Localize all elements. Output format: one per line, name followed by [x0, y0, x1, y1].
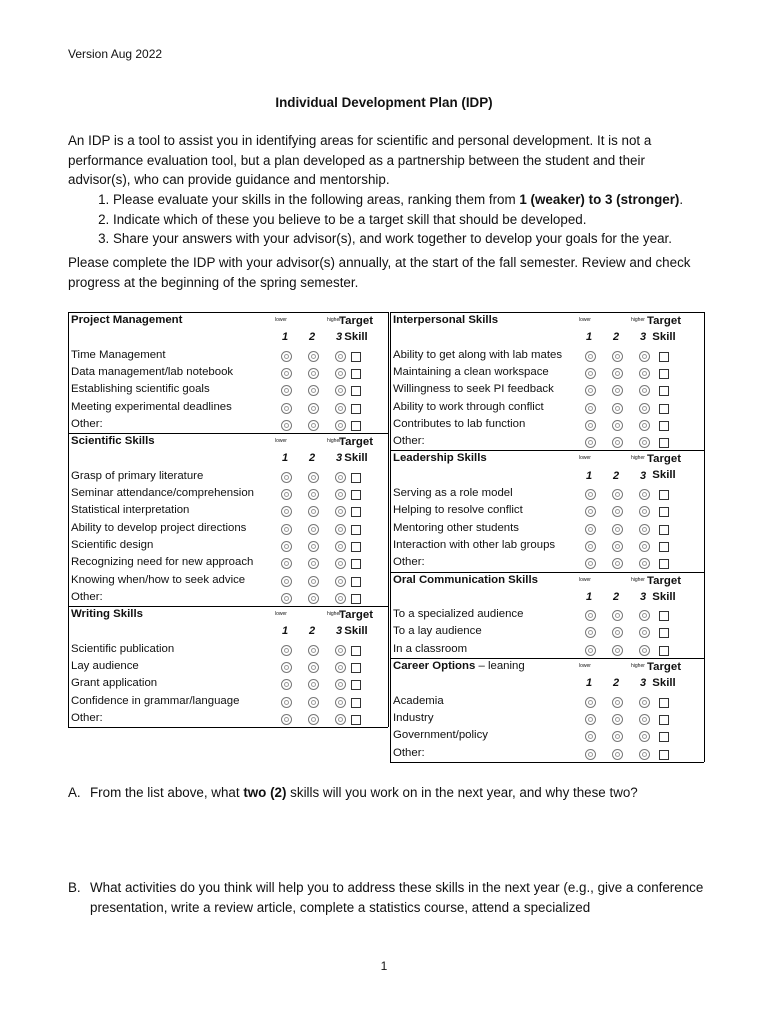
- rating-3-radio[interactable]: [639, 749, 650, 760]
- rating-1-radio[interactable]: [281, 403, 292, 414]
- lower-label: lower: [275, 438, 287, 445]
- rating-2-radio[interactable]: [308, 662, 319, 673]
- rating-2-radio[interactable]: [308, 679, 319, 690]
- skill-label: Government/policy: [393, 729, 488, 742]
- scale-2-label: 2: [309, 331, 316, 344]
- skill-label: Grant application: [71, 677, 158, 690]
- section-divider: [68, 312, 388, 313]
- scale-3-label: 3: [336, 331, 343, 344]
- target-skill-checkbox[interactable]: [659, 732, 669, 742]
- rating-2-radio[interactable]: [612, 645, 623, 656]
- target-skill-checkbox[interactable]: [351, 352, 361, 362]
- rating-1-radio[interactable]: [281, 593, 292, 604]
- rating-2-radio[interactable]: [612, 385, 623, 396]
- rating-3-radio[interactable]: [639, 610, 650, 621]
- scale-3-label: 3: [336, 625, 343, 638]
- higher-label: higher: [631, 455, 645, 462]
- skill-label: Other:: [393, 746, 425, 759]
- target-skill-checkbox[interactable]: [351, 715, 361, 725]
- rating-3-radio[interactable]: [335, 593, 346, 604]
- skill-label: To a lay audience: [393, 625, 482, 638]
- rating-2-radio[interactable]: [612, 437, 623, 448]
- skill-label: Other:: [71, 590, 103, 603]
- target-skill-header: Target Skill: [339, 436, 373, 465]
- rating-2-radio[interactable]: [612, 351, 623, 362]
- rating-2-radio[interactable]: [308, 506, 319, 517]
- target-skill-checkbox[interactable]: [351, 525, 361, 535]
- rating-2-radio[interactable]: [612, 420, 623, 431]
- skill-label: Willingness to seek PI feedback: [393, 383, 554, 396]
- rating-2-radio[interactable]: [612, 749, 623, 760]
- rating-1-radio[interactable]: [281, 541, 292, 552]
- rating-2-radio[interactable]: [612, 610, 623, 621]
- target-skill-checkbox[interactable]: [659, 628, 669, 638]
- skill-label: Grasp of primary literature: [71, 469, 204, 482]
- rating-2-radio[interactable]: [308, 420, 319, 431]
- target-skill-checkbox[interactable]: [351, 386, 361, 396]
- rating-2-radio[interactable]: [612, 714, 623, 725]
- rating-3-radio[interactable]: [639, 489, 650, 500]
- target-skill-checkbox[interactable]: [659, 404, 669, 414]
- rating-1-radio[interactable]: [585, 749, 596, 760]
- rating-3-radio[interactable]: [335, 506, 346, 517]
- rating-1-radio[interactable]: [281, 506, 292, 517]
- lower-label: lower: [579, 317, 591, 323]
- rating-3-radio[interactable]: [335, 489, 346, 500]
- rating-2-radio[interactable]: [308, 472, 319, 483]
- skill-label: Industry: [393, 711, 434, 724]
- lower-label: lower: [579, 576, 591, 583]
- target-skill-header: Target Skill: [647, 574, 681, 603]
- skill-label: To a specialized audience: [393, 608, 524, 621]
- rating-2-radio[interactable]: [308, 541, 319, 552]
- target-skill-checkbox[interactable]: [659, 750, 669, 760]
- rating-3-radio[interactable]: [639, 731, 650, 742]
- skill-label: Other:: [71, 711, 103, 724]
- rating-3-radio[interactable]: [335, 714, 346, 725]
- question-a: A. From the list above, what two (2) skills will you work on in the next year, and why these two?: [68, 785, 638, 800]
- target-skill-checkbox[interactable]: [659, 698, 669, 708]
- rating-3-radio[interactable]: [639, 368, 650, 379]
- section-title: Writing Skills: [71, 608, 143, 621]
- rating-1-radio[interactable]: [585, 558, 596, 569]
- target-skill-checkbox[interactable]: [351, 507, 361, 517]
- rating-1-radio[interactable]: [281, 385, 292, 396]
- skills-grid: [68, 312, 704, 763]
- skill-label: Other:: [71, 417, 103, 430]
- rating-3-radio[interactable]: [639, 645, 650, 656]
- rating-3-radio[interactable]: [335, 541, 346, 552]
- rating-1-radio[interactable]: [585, 420, 596, 431]
- rating-2-radio[interactable]: [308, 351, 319, 362]
- instruction-list: [68, 190, 753, 249]
- target-skill-checkbox[interactable]: [351, 369, 361, 379]
- target-skill-checkbox[interactable]: [351, 663, 361, 673]
- rating-1-radio[interactable]: [585, 541, 596, 552]
- rating-3-radio[interactable]: [639, 437, 650, 448]
- rating-1-radio[interactable]: [585, 489, 596, 500]
- skill-label: Other:: [393, 556, 425, 569]
- rating-1-radio[interactable]: [281, 472, 292, 483]
- rating-2-radio[interactable]: [612, 731, 623, 742]
- rating-1-radio[interactable]: [281, 679, 292, 690]
- rating-3-radio[interactable]: [639, 697, 650, 708]
- target-skill-checkbox[interactable]: [659, 646, 669, 656]
- rating-2-radio[interactable]: [612, 506, 623, 517]
- intro-paragraph: An IDP is a tool to assist you in identifying areas for scientific and personal development. It is not a performance evaluation tool, but a plan developed as a partnership between the student and their advisor(s), who can provide guidance and mentorship.: [68, 133, 652, 187]
- scale-1-label: 1: [282, 331, 289, 344]
- section-title: Leadership Skills: [393, 452, 487, 465]
- skill-label: In a classroom: [393, 642, 468, 655]
- rating-3-radio[interactable]: [335, 351, 346, 362]
- instruction-step-1: 1. Please evaluate your skills in the following areas, ranking them from 1 (weaker) to 3 (stronger).: [113, 190, 753, 210]
- rating-1-radio[interactable]: [585, 697, 596, 708]
- scale-2-label: 2: [613, 677, 620, 690]
- rating-3-radio[interactable]: [335, 576, 346, 587]
- target-skill-checkbox[interactable]: [659, 611, 669, 621]
- target-skill-header: Target Skill: [647, 315, 681, 343]
- rating-2-radio[interactable]: [308, 403, 319, 414]
- rating-3-radio[interactable]: [335, 662, 346, 673]
- rating-2-radio[interactable]: [612, 697, 623, 708]
- skill-label: Helping to resolve conflict: [393, 504, 523, 517]
- rating-1-radio[interactable]: [281, 351, 292, 362]
- rating-1-radio[interactable]: [585, 524, 596, 535]
- rating-2-radio[interactable]: [308, 645, 319, 656]
- skill-label: Maintaining a clean workspace: [393, 365, 549, 378]
- target-skill-checkbox[interactable]: [351, 542, 361, 552]
- target-skill-checkbox[interactable]: [659, 490, 669, 500]
- skill-label: Other:: [393, 435, 425, 448]
- rating-2-radio[interactable]: [308, 714, 319, 725]
- rating-3-radio[interactable]: [335, 403, 346, 414]
- rating-1-radio[interactable]: [281, 697, 292, 708]
- scale-1-label: 1: [586, 677, 593, 690]
- rating-3-radio[interactable]: [639, 403, 650, 414]
- rating-1-radio[interactable]: [585, 351, 596, 362]
- target-skill-checkbox[interactable]: [659, 352, 669, 362]
- rating-3-radio[interactable]: [639, 627, 650, 638]
- scale-1-label: 1: [282, 452, 289, 465]
- target-skill-checkbox[interactable]: [351, 490, 361, 500]
- target-skill-checkbox[interactable]: [351, 473, 361, 483]
- rating-2-radio[interactable]: [612, 558, 623, 569]
- rating-1-radio[interactable]: [281, 558, 292, 569]
- rating-1-radio[interactable]: [585, 731, 596, 742]
- target-skill-checkbox[interactable]: [659, 369, 669, 379]
- lower-label: lower: [275, 317, 287, 323]
- scale-3-label: 3: [640, 331, 647, 344]
- skill-label: Scientific design: [71, 538, 154, 551]
- section-title: Project Management: [71, 314, 183, 326]
- skill-label: Mentoring other students: [393, 521, 520, 534]
- rating-2-radio[interactable]: [308, 593, 319, 604]
- rating-3-radio[interactable]: [335, 524, 346, 535]
- rating-1-radio[interactable]: [585, 610, 596, 621]
- skill-label: Recognizing need for new approach: [71, 556, 254, 569]
- rating-2-radio[interactable]: [612, 403, 623, 414]
- target-skill-checkbox[interactable]: [351, 421, 361, 431]
- target-skill-header: Target Skill: [647, 661, 681, 689]
- section-title: Interpersonal Skills: [393, 314, 499, 326]
- target-skill-header: Target Skill: [339, 315, 373, 343]
- rating-2-radio[interactable]: [308, 368, 319, 379]
- rating-3-radio[interactable]: [335, 697, 346, 708]
- rating-3-radio[interactable]: [335, 645, 346, 656]
- lower-label: lower: [579, 663, 591, 669]
- rating-1-radio[interactable]: [281, 662, 292, 673]
- skill-label: Time Management: [71, 348, 166, 361]
- skill-label: Ability to work through conflict: [393, 400, 544, 413]
- target-skill-checkbox[interactable]: [351, 594, 361, 604]
- skill-label: Data management/lab notebook: [71, 365, 234, 378]
- skill-label: Lay audience: [71, 660, 139, 672]
- higher-label: higher: [327, 438, 341, 445]
- scale-1-label: 1: [586, 331, 593, 344]
- lower-label: lower: [275, 611, 287, 618]
- column-border: [388, 312, 389, 727]
- scale-1-label: 1: [282, 625, 289, 638]
- rating-1-radio[interactable]: [281, 645, 292, 656]
- section-divider: [390, 762, 704, 763]
- skill-label: Contributes to lab function: [393, 417, 526, 430]
- rating-2-radio[interactable]: [308, 697, 319, 708]
- higher-label: higher: [631, 317, 645, 323]
- skill-label: Scientific publication: [71, 642, 175, 655]
- rating-1-radio[interactable]: [585, 368, 596, 379]
- rating-3-radio[interactable]: [639, 420, 650, 431]
- skill-label: Confidence in grammar/language: [71, 694, 240, 707]
- rating-1-radio[interactable]: [281, 368, 292, 379]
- section-divider: [390, 312, 704, 313]
- rating-2-radio[interactable]: [308, 558, 319, 569]
- annual-note: Please complete the IDP with your advisor(s) annually, at the start of the fall semester. Review and check progress at the beginning of the spring semester.: [68, 255, 691, 290]
- rating-2-radio[interactable]: [308, 524, 319, 535]
- rating-3-radio[interactable]: [335, 472, 346, 483]
- rating-3-radio[interactable]: [335, 558, 346, 569]
- instruction-step-3: 3. Share your answers with your advisor(s), and work together to develop your goals for the year.: [113, 229, 753, 249]
- skill-label: Interaction with other lab groups: [393, 538, 556, 551]
- section-title: Scientific Skills: [71, 435, 155, 448]
- rating-1-radio[interactable]: [281, 524, 292, 535]
- target-skill-checkbox[interactable]: [659, 542, 669, 552]
- target-skill-checkbox[interactable]: [351, 559, 361, 569]
- target-skill-checkbox[interactable]: [659, 715, 669, 725]
- rating-2-radio[interactable]: [612, 524, 623, 535]
- scale-3-label: 3: [640, 469, 647, 482]
- scale-3-label: 3: [336, 452, 343, 465]
- scale-2-label: 2: [613, 590, 620, 603]
- target-skill-checkbox[interactable]: [659, 525, 669, 535]
- skill-label: Serving as a role model: [393, 487, 513, 499]
- rating-3-radio[interactable]: [639, 714, 650, 725]
- target-skill-checkbox[interactable]: [659, 386, 669, 396]
- higher-label: higher: [631, 663, 645, 669]
- target-skill-checkbox[interactable]: [351, 404, 361, 414]
- rating-3-radio[interactable]: [335, 368, 346, 379]
- rating-3-radio[interactable]: [335, 679, 346, 690]
- question-b: B. What activities do you think will help you to address these skills in the next year (e.g., give a conference presentation, write a review article, complete a statistics course, attend a specialized: [68, 880, 704, 915]
- skill-label: Ability to develop project directions: [71, 521, 247, 534]
- rating-1-radio[interactable]: [585, 645, 596, 656]
- rating-2-radio[interactable]: [612, 489, 623, 500]
- scale-3-label: 3: [640, 677, 647, 690]
- rating-1-radio[interactable]: [281, 714, 292, 725]
- scale-1-label: 1: [586, 469, 593, 482]
- rating-3-radio[interactable]: [335, 420, 346, 431]
- rating-3-radio[interactable]: [639, 558, 650, 569]
- skill-label: Establishing scientific goals: [71, 383, 210, 396]
- rating-1-radio[interactable]: [585, 627, 596, 638]
- rating-1-radio[interactable]: [281, 420, 292, 431]
- scale-2-label: 2: [309, 452, 316, 465]
- page-number: 1: [380, 959, 388, 973]
- target-skill-checkbox[interactable]: [659, 559, 669, 569]
- lower-label: lower: [579, 455, 591, 462]
- document-title: Individual Development Plan (IDP): [275, 95, 493, 110]
- target-skill-checkbox[interactable]: [351, 646, 361, 656]
- column-border: [704, 312, 705, 762]
- rating-2-radio[interactable]: [308, 489, 319, 500]
- section-title: Career Options – leaning: [393, 660, 525, 672]
- section-divider: [68, 727, 388, 728]
- scale-3-label: 3: [640, 590, 647, 603]
- rating-1-radio[interactable]: [281, 576, 292, 587]
- rating-2-radio[interactable]: [308, 385, 319, 396]
- scale-2-label: 2: [613, 331, 620, 344]
- rating-2-radio[interactable]: [308, 576, 319, 587]
- skill-label: Statistical interpretation: [71, 504, 190, 517]
- scale-1-label: 1: [586, 590, 593, 603]
- skill-label: Academia: [393, 694, 444, 707]
- rating-3-radio[interactable]: [639, 506, 650, 517]
- skill-label: Seminar attendance/comprehension: [71, 487, 254, 499]
- rating-2-radio[interactable]: [612, 368, 623, 379]
- rating-3-radio[interactable]: [639, 541, 650, 552]
- rating-2-radio[interactable]: [612, 627, 623, 638]
- rating-3-radio[interactable]: [639, 385, 650, 396]
- instruction-step-2: 2. Indicate which of these you believe to be a target skill that should be developed.: [113, 210, 753, 230]
- target-skill-checkbox[interactable]: [659, 507, 669, 517]
- version-label: Version Aug 2022: [68, 47, 163, 61]
- rating-1-radio[interactable]: [281, 489, 292, 500]
- rating-3-radio[interactable]: [639, 524, 650, 535]
- target-skill-header: Target Skill: [647, 453, 681, 482]
- target-skill-checkbox[interactable]: [351, 577, 361, 587]
- skill-label: Knowing when/how to seek advice: [71, 573, 246, 586]
- rating-2-radio[interactable]: [612, 541, 623, 552]
- scale-2-label: 2: [613, 469, 620, 482]
- rating-1-radio[interactable]: [585, 506, 596, 517]
- skill-label: Meeting experimental deadlines: [71, 400, 232, 413]
- higher-label: higher: [631, 576, 645, 583]
- rating-1-radio[interactable]: [585, 385, 596, 396]
- target-skill-checkbox[interactable]: [351, 698, 361, 708]
- higher-label: higher: [327, 611, 341, 618]
- section-title: Oral Communication Skills: [393, 573, 538, 586]
- scale-2-label: 2: [309, 625, 316, 638]
- rating-3-radio[interactable]: [335, 385, 346, 396]
- column-border: [68, 312, 69, 727]
- target-skill-checkbox[interactable]: [659, 438, 669, 448]
- higher-label: higher: [327, 317, 341, 323]
- rating-1-radio[interactable]: [585, 403, 596, 414]
- target-skill-header: Target Skill: [339, 609, 373, 638]
- rating-1-radio[interactable]: [585, 714, 596, 725]
- skill-label: Ability to get along with lab mates: [393, 348, 563, 361]
- rating-3-radio[interactable]: [639, 351, 650, 362]
- column-border: [390, 312, 391, 762]
- rating-1-radio[interactable]: [585, 437, 596, 448]
- target-skill-checkbox[interactable]: [351, 680, 361, 690]
- target-skill-checkbox[interactable]: [659, 421, 669, 431]
